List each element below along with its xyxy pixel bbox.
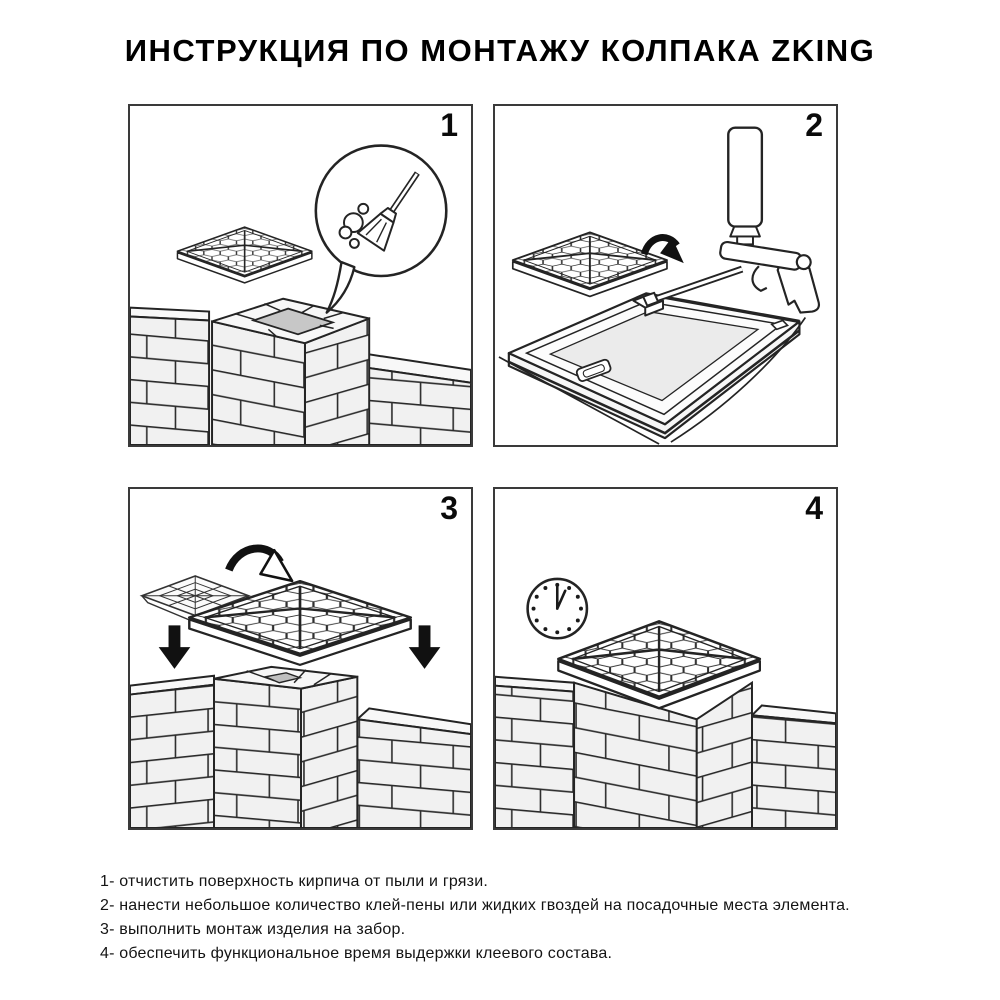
- speech-bubble-callout: [316, 146, 446, 313]
- gun-grip: [778, 265, 819, 312]
- step-number-4: 4: [805, 490, 823, 526]
- flip-arrow-icon: [229, 548, 292, 580]
- step-number-3: 3: [440, 490, 458, 526]
- gun-trigger: [752, 266, 766, 291]
- step4-illustration: [495, 489, 836, 828]
- cap-top-view-small: [513, 232, 667, 296]
- cap-top-view: [177, 227, 311, 283]
- brick-wall-left: [130, 676, 214, 828]
- step-number-1: 1: [440, 107, 458, 143]
- step1-illustration: [130, 106, 471, 445]
- step3-illustration: [130, 489, 471, 828]
- brick-wall-left: [495, 677, 574, 828]
- instruction-line-3: 3- выполнить монтаж изделия на забор.: [100, 921, 406, 938]
- brick-pillar-open-top: [212, 299, 369, 445]
- instruction-line-4: 4- обеспечить функциональное время выдержки клеевого состава.: [100, 945, 613, 962]
- step2-illustration: [495, 106, 836, 445]
- page-title: ИНСТРУКЦИЯ ПО МОНТАЖУ КОЛПАКА ZKING: [124, 33, 876, 68]
- step-number-2: 2: [805, 107, 823, 143]
- inverted-cap-tray: [499, 294, 805, 444]
- step-panel-2: [493, 104, 838, 447]
- instruction-line-1: 1- отчистить поверхность кирпича от пыли и грязи.: [100, 873, 488, 890]
- foam-gun-icon: [643, 128, 819, 313]
- instruction-line-2: 2- нанести небольшое количество клей-пены или жидких гвоздей на посадочные места элемента.: [100, 897, 850, 914]
- brick-pillar-open-top: [214, 667, 357, 828]
- instruction-notes: [100, 872, 850, 968]
- brick-wall-left: [130, 308, 209, 445]
- step-panel-4: [493, 487, 838, 830]
- step-panel-1: [128, 104, 473, 447]
- step-panel-3: [128, 487, 473, 830]
- brick-wall-right: [752, 705, 836, 828]
- clock-icon: [528, 579, 587, 638]
- brick-wall-right: [354, 354, 471, 445]
- foam-canister: [728, 128, 762, 227]
- brick-wall-right: [357, 708, 471, 828]
